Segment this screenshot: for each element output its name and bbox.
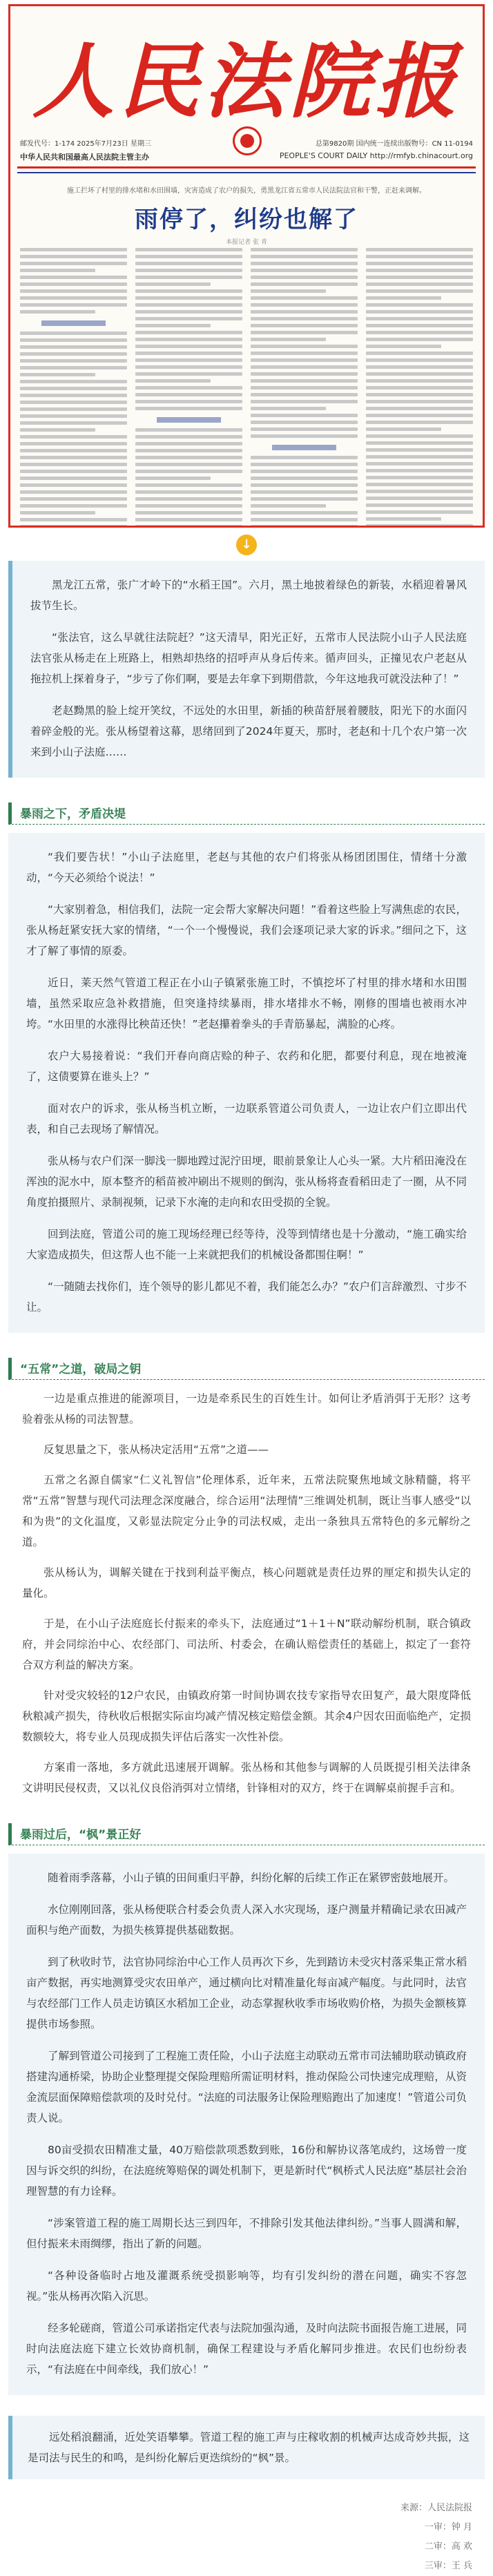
paragraph: “张法官，这么早就往法院赶？”这天清早，阳光正好，五常市人民法院小山子人民法庭法官张从杨走在上班路上，相熟却热络的招呼声从身后传来。循声回头，正撞见农户老赵从拖拉机上探着身子，“步亏了你们啊，要是去年拿下到期借款，今年这地我可就没法种了！” bbox=[30, 631, 467, 685]
paragraph: 到了秋收时节，法官协同综治中心工作人员再次下乡，先到踏访未受灾村落采集正常水稻亩产数据，再实地测算受灾农田单产，通过横向比对精准量化每亩减产幅度。与此同时，法官与农经部门工作人员走访镇区水稻加工企业，动态掌握秋收季市场收购价格，为损失金额核算提供市场参照。 bbox=[26, 1956, 467, 2030]
masthead-logo: 人民法院报 bbox=[32, 33, 461, 129]
paragraph: 经多轮磋商，管道公司承诺指定代表与法院加强沟通，及时向法院书面报告施工进展，同时向法庭法庭下建立长效协商机制，确保工程建设与矛盾化解同步推进。农民们也纷纷表示，“有法庭在中间牵线，我们放心！” bbox=[26, 2322, 467, 2376]
section-title: 暴雨之下，矛盾决堤 bbox=[8, 802, 485, 825]
column bbox=[20, 248, 127, 516]
reviewer-line: 三审：王 兵 bbox=[424, 2561, 472, 2571]
court-emblem-icon bbox=[233, 126, 262, 155]
issue-info: 邮发代号：1-174 2025年7月23日 星期三 bbox=[20, 140, 151, 148]
paragraph: 了解到管道公司接到了工程施工责任险，小山子法庭主动联动五常市司法辅助联动镇政府搭建沟通桥梁，协助企业整理提交保险理赔所需证明材料，推动保险公司快速完成理赔，从资金流层面保障赔偿款项的及时兑付。“法庭的司法服务让保险理赔跑出了加速度！”管道公司负责人说。 bbox=[26, 2050, 467, 2124]
paragraph: 回到法庭，管道公司的施工现场经理已经等待，没等到情绪也是十分激动，“施工确实给大家造成损失，但这帮人也不能一上来就把我们的机械设备都围住啊！” bbox=[26, 1228, 467, 1261]
intro-box bbox=[8, 561, 485, 778]
english-title: PEOPLE'S COURT DAILY http://rmfyb.chinacourt.org bbox=[279, 151, 473, 160]
paragraph: 一边是重点推进的能源项目，一边是牵系民生的百姓生计。如何让矛盾消弭于无形？这考验着张从杨的司法智慧。 bbox=[22, 1392, 471, 1425]
closing-paragraph: 远处稻浪翻涌，近处笑语攀攀。管道工程的施工声与庄稼收割的机械声达成奇妙共振，这是司法与民生的和鸣，是纠纷化解后更迭缤纷的“枫”景。 bbox=[28, 2431, 470, 2464]
newspaper-masthead bbox=[10, 6, 483, 179]
section-body bbox=[8, 1854, 485, 2395]
arrow-down-icon: ↓ bbox=[236, 535, 257, 555]
paragraph: 于是，在小山子法庭庭长付振来的牵头下，法庭通过“1＋1＋N”联动解纷机制，联合镇政府，并会同综治中心、农经部门、司法所、村委会，在确认赔偿责任的基础上，拟定了一套符合双方利益的解决方案。 bbox=[22, 1617, 471, 1671]
paragraph: 反复思量之下，张从杨决定活用“五常”之道—— bbox=[44, 1443, 269, 1456]
publisher-info: 中华人民共和国最高人民法院主管主办 bbox=[20, 153, 149, 162]
paragraph: 张从杨与农户们深一脚浅一脚地蹚过泥泞田埂，眼前景象让人心头一紧。大片稻田淹没在浑浊的泥水中，原本整齐的稻苗被冲刷出不规则的倒沟，张从杨将查看稻田走了一圈，从不同角度拍摄照片、录制视频，记录下水淹的走向和农田受损的全貌。 bbox=[26, 1155, 467, 1209]
column bbox=[251, 248, 358, 516]
newspaper-front-page bbox=[8, 4, 485, 528]
serial-info: 总第9820期 国内统一连续出版物号：CN 11-0194 bbox=[315, 140, 473, 148]
article-summary: 施工拦坏了村里的排水堵和水田围墙，灾害造成了农户的损失，勇黑龙江省五常市人民法院法官和干警，正赶来调解。 bbox=[67, 187, 426, 195]
article-headline: 雨停了，纠纷也解了 bbox=[135, 206, 358, 233]
paragraph: “我们要告状！”小山子法庭里，老赵与其他的农户们将张从杨团团围住，情绪十分激动，“今天必须给个说法！” bbox=[26, 851, 467, 884]
article-footer bbox=[21, 2499, 472, 2576]
paragraph: 张从杨认为，调解关键在于找到利益平衡点，核心问题就是责任边界的厘定和损失认定的量化。 bbox=[22, 1566, 471, 1599]
source-line: 来源：人民法院报 bbox=[400, 2503, 472, 2513]
reviewer-line: 二审：高 欢 bbox=[424, 2541, 472, 2552]
masthead-divider bbox=[17, 166, 476, 169]
paragraph: 随着雨季落幕，小山子镇的田间重归平静，纠纷化解的后续工作正在紧锣密鼓地展开。 bbox=[48, 1872, 455, 1884]
paragraph: 近日，莱天然气管道工程正在小山子镇紧张施工时，不慎挖坏了村里的排水堵和水田围墙，虽然采取应急补救措施，但突逢持续暴雨，排水堵排水不畅，刚修的围墙也被雨水冲垮。“水田里的水涨得比秧苗还快！”老赵攥着拳头的手青筋暴起，满脸的心疼。 bbox=[26, 977, 467, 1030]
column bbox=[366, 248, 473, 516]
paragraph: 面对农户的诉求，张从杨当机立断，一边联系管道公司负责人，一边让农户们立即出代表，和自己去现场了解情况。 bbox=[26, 1102, 467, 1135]
paragraph: “一随随去找你们，连个领导的影儿都见不着，我们能怎么办？”农户们言辞激烈、寸步不让。 bbox=[26, 1280, 467, 1314]
article-byline: 本报记者 张 青 bbox=[226, 239, 267, 246]
column bbox=[135, 248, 242, 516]
section-body bbox=[8, 1388, 485, 1798]
paragraph: 方案甫一落地，多方就此迅速展开调解。张丛杨和其他参与调解的人员既提引相关法律条文讲明民侵权责，又以礼仪良俗消弭对立情绪，针锋相对的双方，终于在调解桌前握手言和。 bbox=[22, 1761, 471, 1794]
closing-box bbox=[8, 2416, 485, 2479]
section-title: “五常”之道，破局之钥 bbox=[8, 1358, 485, 1380]
paragraph: 针对受灾较轻的12户农民，由镇政府第一时间协调农技专家指导农田复产，最大限度降低秋粮减产损失，待秋收后根据实际亩均减产情况核定赔偿金额。其余4户因农田面临绝产，定损数额较大，将专业人员现成损失评估后落实一次性补偿。 bbox=[22, 1689, 471, 1743]
article-columns bbox=[20, 248, 473, 516]
reviewer-line: 一审：钟 月 bbox=[424, 2522, 472, 2532]
section-title: 暴雨过后，“枫”景正好 bbox=[8, 1823, 485, 1845]
section-body bbox=[8, 833, 485, 1333]
paragraph: 五常之名源自儒家“仁义礼智信”伦理体系，近年来，五常法院聚焦地域文脉精髓，将平常“五常”智慧与现代司法理念深度融合，综合运用“法理情”三维调处机制，既让当事人感受“以和为贵”的文化温度，又彰显法院定分止争的司法权威，走出一条独具五常特色的多元解纷之道。 bbox=[22, 1474, 471, 1548]
paragraph: 农户大易接着说：“我们开春向商店赊的种子、农药和化肥，都要付利息，现在地被淹了，这债要算在谁头上？” bbox=[26, 1050, 467, 1083]
masthead-divider-blue bbox=[17, 172, 476, 173]
paragraph: 80亩受损农田精准丈量，40万赔偿款项悉数到账，16份和解协议落笔成约，这场曾一度因与诉交织的纠纷，在法庭统筹赔保的调处机制下，更是新时代“枫桥式人民法庭”基层社会治理智慧的有力诠释。 bbox=[26, 2144, 467, 2198]
paragraph: 水位刚刚回落，张从杨便联合村委会负责人深入水灾现场，逐户测量并精确记录农田减产面积与绝产面数，为损失核算提供基础数据。 bbox=[26, 1903, 467, 1936]
paragraph: “各种设备临时占地及灌溉系统受损影响等，均有引发纠纷的潜在问题，确实不容忽视。”张从杨再次陷入沉思。 bbox=[26, 2269, 467, 2303]
paragraph: 黑龙江五常，张广才岭下的“水稻王国”。六月，黑土地披着绿色的新装，水稻迎着暑风拔节生长。 bbox=[30, 579, 467, 612]
scroll-down-indicator bbox=[0, 535, 493, 555]
paragraph: “涉案管道工程的施工周期长达三到四年，不排除引发其他法律纠纷。”当事人圆满和解，但付振来未雨绸缪，指出了新的问题。 bbox=[26, 2217, 467, 2250]
paragraph: “大家别着急，相信我们，法院一定会帮大家解决问题！”看着这些脸上写满焦虑的农民，张从杨赶紧安抚大家的情绪，“一个一个慢慢说，我们会逐项记录大家的诉求。”细问之下，这才了解了事情的原委。 bbox=[26, 903, 467, 957]
paragraph: 老赵黝黑的脸上绽开笑纹，不远处的水田里，新插的秧苗舒展着腰肢，阳光下的水面闪着碎金般的光。张从杨望着这幕，思绪回到了2024年夏天，那时，老赵和十几个农户第一次来到小山子法庭…… bbox=[30, 704, 467, 758]
